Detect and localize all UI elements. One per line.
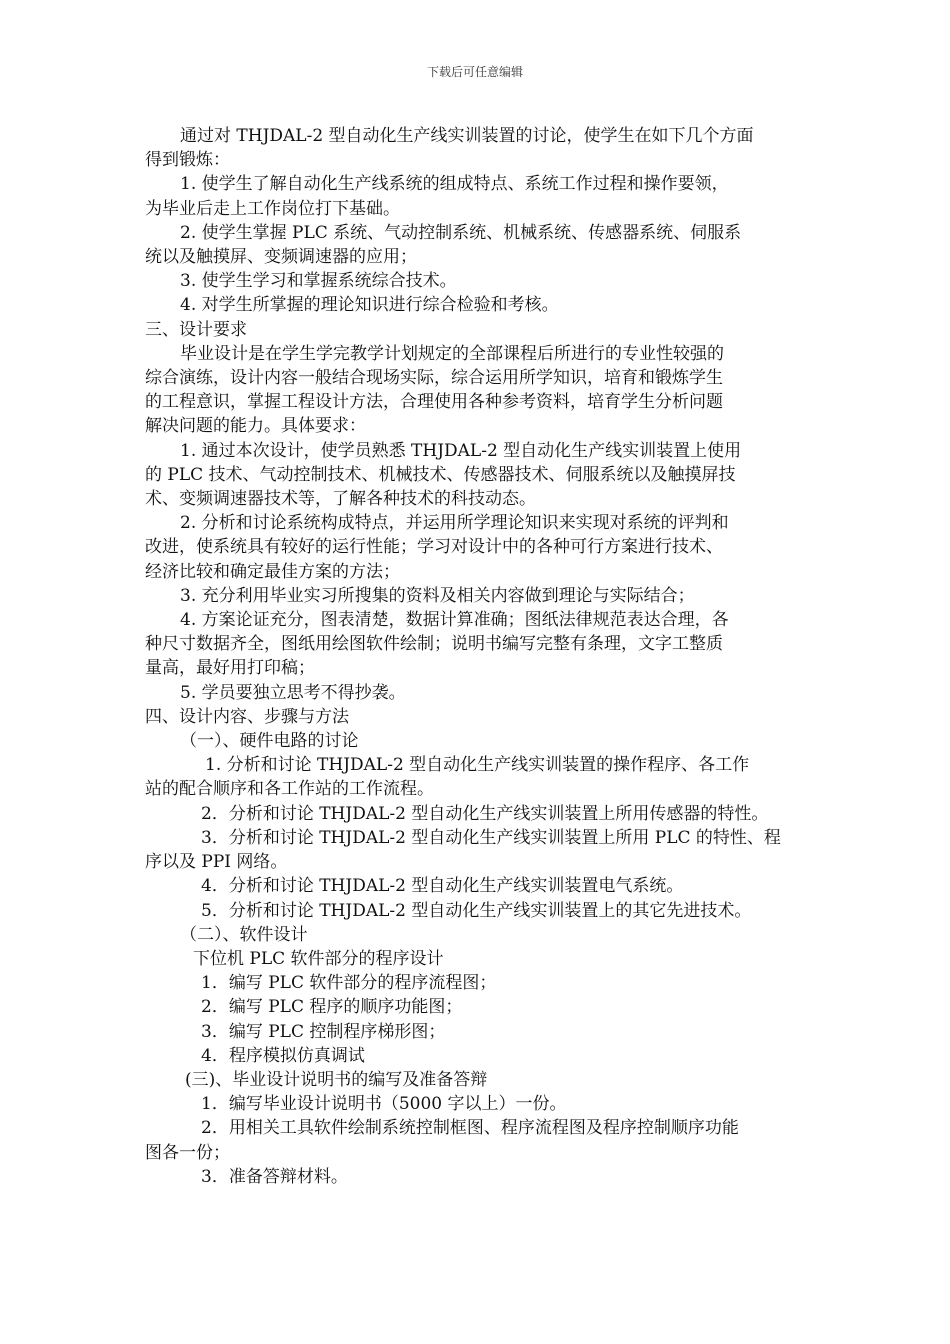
text-line: 2. 使学生掌握 PLC 系统、气动控制系统、机械系统、传感器系统、伺服系 bbox=[180, 222, 742, 243]
text-line: 3. 使学生学习和掌握系统综合技术。 bbox=[180, 271, 457, 292]
text-line: 1．编写 PLC 软件部分的程序流程图； bbox=[201, 973, 497, 994]
text-line: 术、变频调速器技术等，了解各种技术的科技动态。 bbox=[145, 489, 536, 510]
text-line: 改进，使系统具有较好的运行性能；学习对设计中的各种可行方案进行技术、 bbox=[145, 537, 723, 558]
text-line: 站的配合顺序和各工作站的工作流程。 bbox=[145, 779, 434, 800]
text-line: 综合演练，设计内容一般结合现场实际，综合运用所学知识，培育和锻炼学生 bbox=[145, 368, 723, 389]
document-body bbox=[145, 124, 810, 1189]
text-line: 经济比较和确定最佳方案的方法； bbox=[145, 561, 400, 582]
text-line: 四、设计内容、步骤与方法 bbox=[145, 706, 349, 727]
text-line: 序以及 PPI 网络。 bbox=[145, 852, 288, 873]
text-line: 1. 使学生了解自动化生产线系统的组成特点、系统工作过程和操作要领， bbox=[180, 174, 729, 195]
text-line: 5．分析和讨论 THJDAL-2 型自动化生产线实训装置上的其它先进技术。 bbox=[201, 900, 752, 921]
text-line: 通过对 THJDAL-2 型自动化生产线实训装置的讨论，使学生在如下几个方面 bbox=[180, 126, 754, 146]
text-line: 量高，最好用打印稿； bbox=[145, 658, 315, 679]
text-line: 下位机 PLC 软件部分的程序设计 bbox=[193, 948, 444, 969]
text-line: 3．分析和讨论 THJDAL-2 型自动化生产线实训装置上所用 PLC 的特性、程 bbox=[201, 827, 781, 848]
text-line: 4．程序模拟仿真调试 bbox=[201, 1045, 365, 1066]
text-line: （一）、硬件电路的讨论 bbox=[180, 731, 359, 752]
text-line: 种尺寸数据齐全，图纸用绘图软件绘制；说明书编写完整有条理，文字工整质 bbox=[145, 634, 723, 655]
text-line: 1. 通过本次设计，使学员熟悉 THJDAL-2 型自动化生产线实训装置上使用 bbox=[180, 440, 742, 461]
text-line: 为毕业后走上工作岗位打下基础。 bbox=[145, 198, 400, 219]
text-line: （二）、软件设计 bbox=[180, 924, 308, 945]
text-line: 的工程意识，掌握工程设计方法，合理使用各种参考资料，培育学生分析问题 bbox=[145, 392, 723, 413]
text-line: 3. 充分利用毕业实习所搜集的资料及相关内容做到理论与实际结合； bbox=[180, 585, 695, 606]
text-line: 1. 分析和讨论 THJDAL-2 型自动化生产线实训装置的操作程序、各工作 bbox=[205, 755, 750, 776]
text-line: 5. 学员要独立思考不得抄袭。 bbox=[180, 682, 406, 703]
text-line: 的 PLC 技术、气动控制技术、机械技术、传感器技术、伺服系统以及触摸屏技 bbox=[145, 464, 736, 485]
text-line: 4. 方案论证充分，图表清楚，数据计算准确；图纸法律规范表达合理，各 bbox=[180, 610, 729, 631]
text-line: 得到锻炼： bbox=[145, 150, 230, 171]
page-header-note: 下载后可任意编辑 bbox=[426, 65, 523, 79]
text-line: (三)、毕业设计说明书的编写及准备答辩 bbox=[185, 1069, 488, 1090]
text-line: 2. 分析和讨论系统构成特点，并运用所学理论知识来实现对系统的评判和 bbox=[180, 513, 729, 534]
text-line: 3．编写 PLC 控制程序梯形图； bbox=[201, 1021, 446, 1042]
text-line: 2．编写 PLC 程序的顺序功能图； bbox=[201, 997, 463, 1018]
text-line: 3．准备答辩材料。 bbox=[201, 1166, 348, 1187]
text-line: 2．分析和讨论 THJDAL-2 型自动化生产线实训装置上所用传感器的特性。 bbox=[201, 803, 769, 824]
text-line: 4．分析和讨论 THJDAL-2 型自动化生产线实训装置电气系统。 bbox=[201, 876, 684, 897]
text-line: 毕业设计是在学生学完教学计划规定的全部课程后所进行的专业性较强的 bbox=[180, 343, 724, 364]
text-line: 三、设计要求 bbox=[145, 319, 247, 340]
text-line: 4. 对学生所掌握的理论知识进行综合检验和考核。 bbox=[180, 295, 559, 316]
text-line: 统以及触摸屏、变频调速器的应用； bbox=[145, 247, 417, 268]
text-line: 1．编写毕业设计说明书（5000 字以上）一份。 bbox=[201, 1094, 567, 1115]
text-line: 2．用相关工具软件绘制系统控制框图、程序流程图及程序控制顺序功能 bbox=[201, 1118, 739, 1139]
text-line: 解决问题的能力。具体要求： bbox=[145, 416, 366, 437]
text-line: 图各一份； bbox=[145, 1142, 230, 1163]
